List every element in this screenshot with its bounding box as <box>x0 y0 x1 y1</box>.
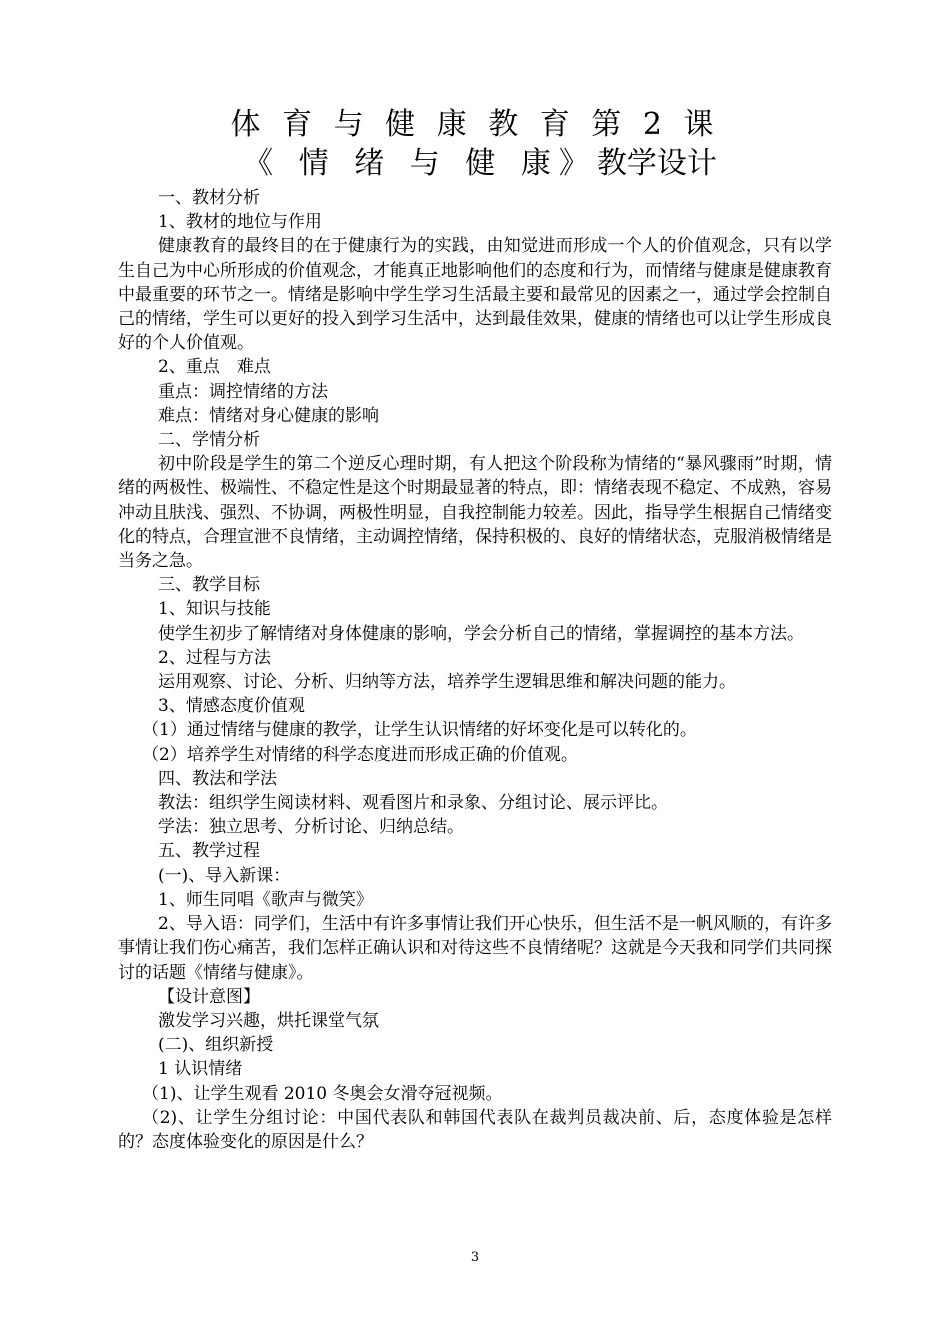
paragraph: 1 认识情绪 <box>158 1059 243 1080</box>
paragraph: 使学生初步了解情绪对身体健康的影响，学会分析自己的情绪，掌握调控的基本方法。 <box>158 623 804 644</box>
paragraph: 难点：情绪对身心健康的影响 <box>158 405 379 426</box>
paragraph: 激发学习兴趣，烘托课堂气氛 <box>158 1010 379 1031</box>
paragraph: 五、教学过程 <box>158 841 260 862</box>
subtitle-topic: 《 情 绪 与 健 康》 <box>243 146 597 181</box>
paragraph: 2、过程与方法 <box>158 647 271 668</box>
paragraph: 三、教学目标 <box>158 575 260 596</box>
paragraph: 四、教法和学法 <box>158 768 277 789</box>
paragraph: 重点：调控情绪的方法 <box>158 381 328 402</box>
paragraph: （1）通过情绪与健康的教学，让学生认识情绪的好坏变化是可以转化的。 <box>142 720 697 741</box>
paragraph: （2)、让学生分组讨论：中国代表队和韩国代表队在裁判员裁决前、后，态度体验是怎样的？态度体验变化的原因是什么？ <box>118 1107 832 1152</box>
paragraph: 初中阶段是学生的第二个逆反心理时期，有人把这个阶段称为情绪的“暴风骤雨”时期，情绪的两极性、极端性、不稳定性是这个时期最显著的特点，即：情绪表现不稳定、不成熟，容易冲动且肤浅、强烈、不协调，两极性明显，自我控制能力较差。因此，指导学生根据自己情绪变化的特点，合理宣泄不良情绪，主动调控情绪，保持积极的、良好的情绪状态，克服消极情绪是当务之急。 <box>118 454 832 572</box>
paragraph: 学法：独立思考、分析讨论、归纳总结。 <box>158 817 464 838</box>
paragraph: 【设计意图】 <box>158 986 260 1007</box>
paragraph: (二)、组织新授 <box>158 1035 274 1056</box>
subtitle-suffix: 教学设计 <box>596 146 717 181</box>
paragraph: 1、教材的地位与作用 <box>158 212 322 233</box>
document-title: 体 育 与 健 康 教 育 第 2 课 <box>230 107 720 142</box>
page-number: 3 <box>470 1250 480 1265</box>
paragraph: （1)、让学生观看 2010 冬奥会女滑夺冠视频。 <box>142 1083 503 1104</box>
paragraph: 健康教育的最终目的在于健康行为的实践，由知觉进而形成一个人的价值观念，只有以学生自己为中心所形成的价值观念，才能真正地影响他们的态度和行为，而情绪与健康是健康教育中最重要的环节之一。情绪是影响中学生学习生活最主要和最常见的因素之一，通过学会控制自己的情绪，学生可以更好的投入到学习生活中，达到最佳效果，健康的情绪也可以让学生形成良好的个人价值观。 <box>118 236 832 354</box>
paragraph: 运用观察、讨论、分析、归纳等方法，培养学生逻辑思维和解决问题的能力。 <box>158 672 736 693</box>
document-subtitle <box>0 145 950 183</box>
paragraph: (一)、导入新课： <box>158 865 291 886</box>
paragraph: 一、教材分析 <box>158 188 260 208</box>
paragraph: 1、知识与技能 <box>158 599 271 620</box>
paragraph: 二、学情分析 <box>158 430 260 451</box>
paragraph: （2）培养学生对情绪的科学态度进而形成正确的价值观。 <box>142 744 578 765</box>
paragraph: 3、情感态度价值观 <box>158 696 305 717</box>
document-body <box>118 186 832 1154</box>
paragraph: 2、导入语：同学们，生活中有许多事情让我们开心快乐，但生活不是一帆风顺的，有许多事情让我们伤心痛苦，我们怎样正确认识和对待这些不良情绪呢？这就是今天我和同学们共同探讨的话题《情绪与健康》。 <box>118 914 832 983</box>
paragraph: 2、重点 难点 <box>158 357 271 378</box>
paragraph: 1、师生同唱《歌声与微笑》 <box>158 889 373 910</box>
paragraph: 教法：组织学生阅读材料、观看图片和录象、分组讨论、展示评比。 <box>158 793 668 814</box>
